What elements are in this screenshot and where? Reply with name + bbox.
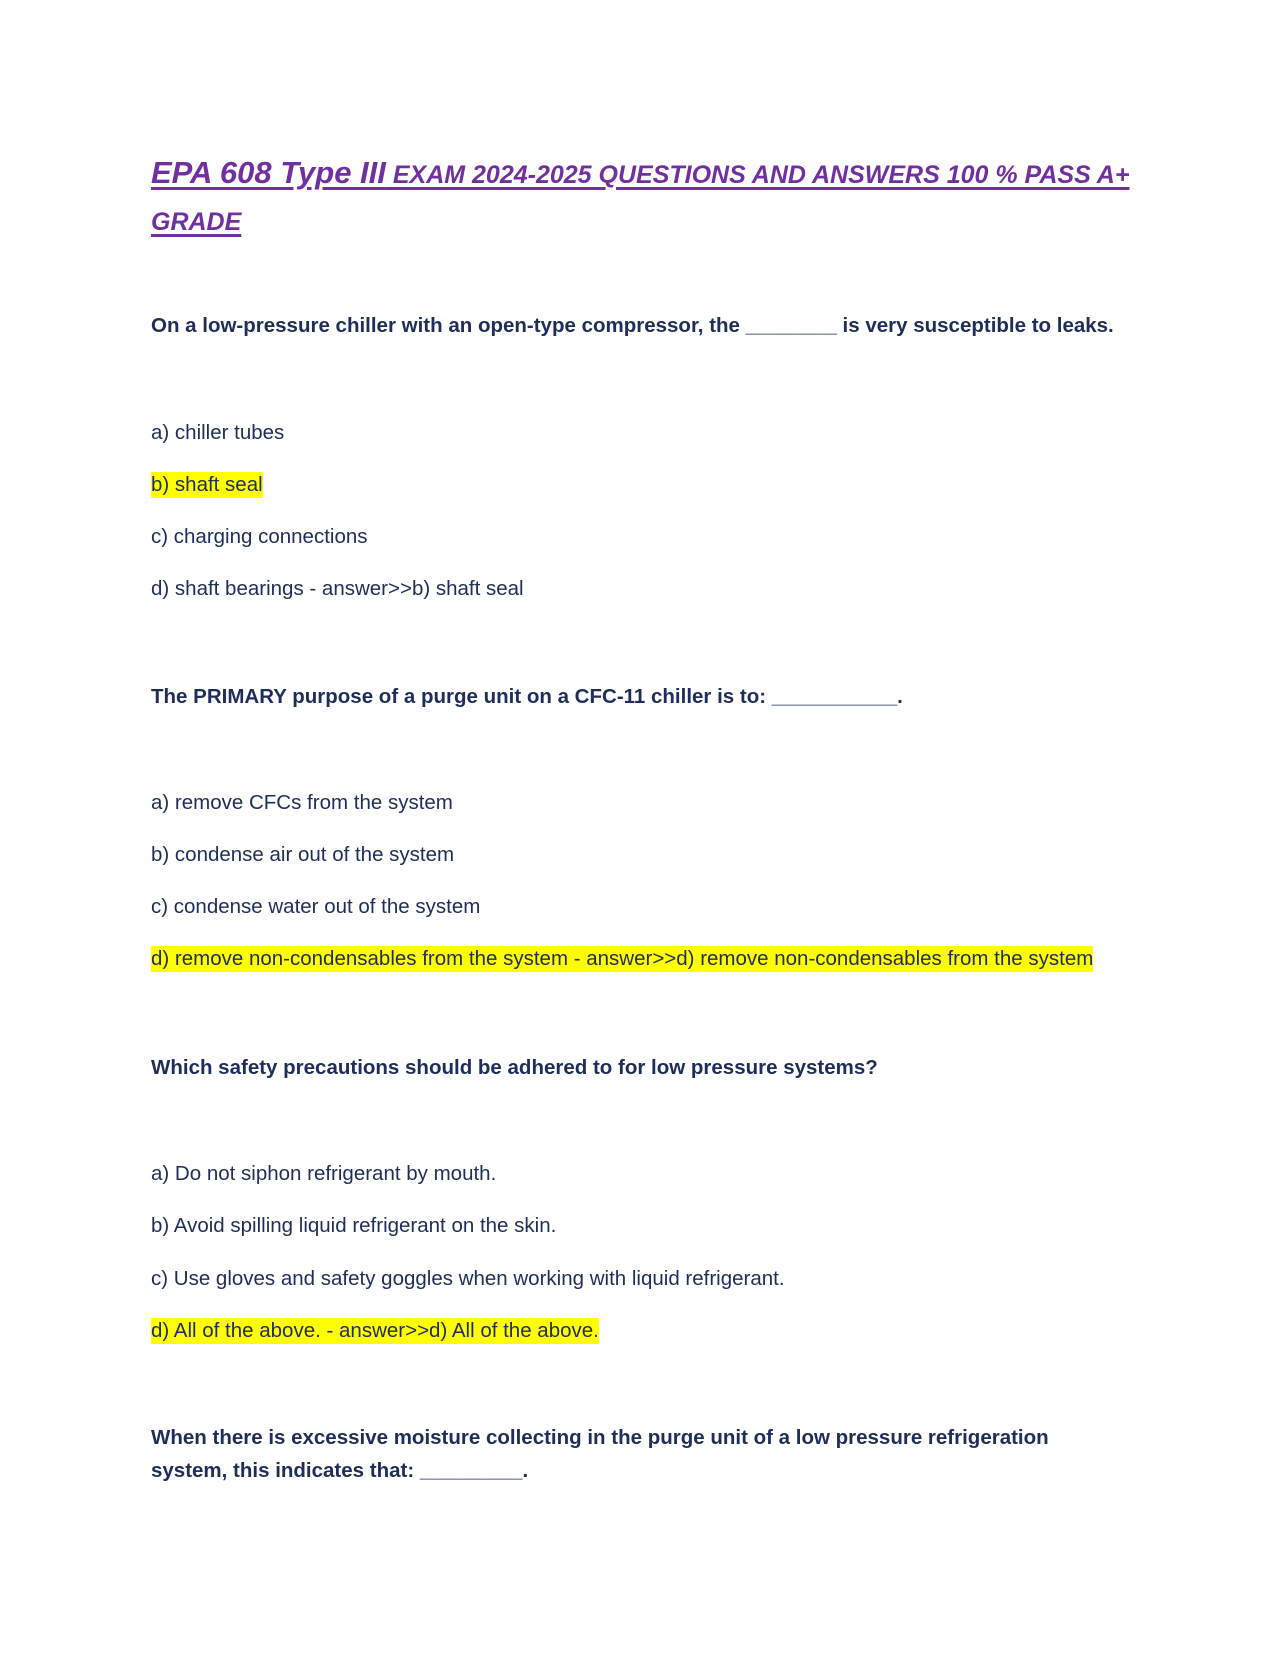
question-1-option-d: d) shaft bearings - answer>>b) shaft seal <box>151 577 524 600</box>
question-1-option-b-highlighted: b) shaft seal <box>151 473 263 496</box>
question-2-option-a: a) remove CFCs from the system <box>151 791 453 814</box>
question-2-text: The PRIMARY purpose of a purge unit on a CFC-11 chiller is to: ___________. <box>151 685 903 708</box>
document-title-main: EPA 608 Type III <box>151 155 386 190</box>
question-1-text: On a low-pressure chiller with an open-type compressor, the ________ is very susceptible to leaks. <box>151 314 1114 337</box>
question-3-option-a: a) Do not siphon refrigerant by mouth. <box>151 1162 497 1185</box>
question-2-option-c: c) condense water out of the system <box>151 895 481 918</box>
question-2-option-b: b) condense air out of the system <box>151 843 455 866</box>
question-3-option-c: c) Use gloves and safety goggles when working with liquid refrigerant. <box>151 1267 785 1290</box>
question-3-option-b: b) Avoid spilling liquid refrigerant on the skin. <box>151 1214 557 1237</box>
question-3-option-d-highlighted: d) All of the above. - answer>>d) All of the above. <box>151 1319 599 1342</box>
question-2-option-d-highlighted: d) remove non-condensables from the system - answer>>d) remove non-condensables from the system <box>151 947 1094 970</box>
question-3-text: Which safety precautions should be adhered to for low pressure systems? <box>151 1056 878 1079</box>
document-title <box>151 150 1131 244</box>
question-4-text: When there is excessive moisture collecting in the purge unit of a low pressure refrigeration system, this indicates that: _________. <box>151 1426 1049 1482</box>
question-1-option-c: c) charging connections <box>151 525 368 548</box>
document-title-rest: EXAM 2024-2025 QUESTIONS AND ANSWERS 100 % PASS A+ GRADE <box>151 161 1130 236</box>
question-1-option-a: a) chiller tubes <box>151 421 285 444</box>
